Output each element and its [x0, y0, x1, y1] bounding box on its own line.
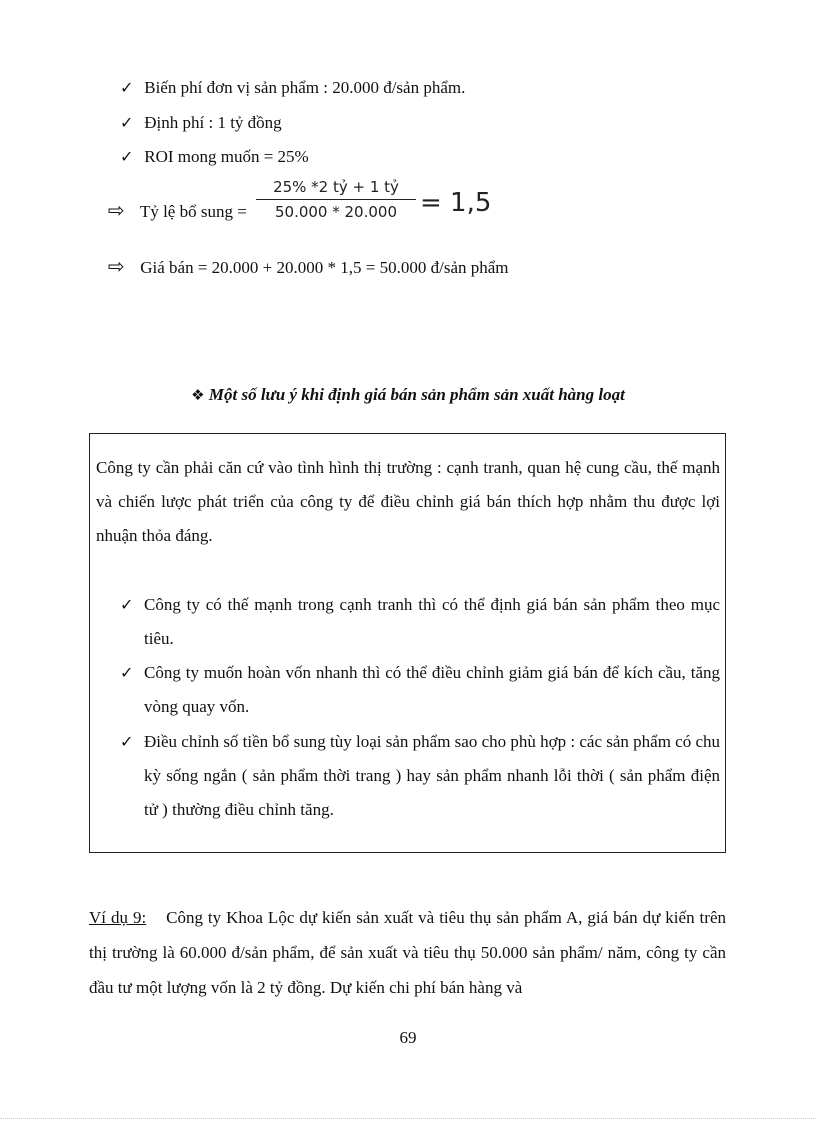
list-item	[120, 725, 720, 827]
check-icon: ✓	[120, 595, 134, 614]
list-item-text: Công ty có thế mạnh trong cạnh tranh thì có thể định giá bán sản phẩm theo mục tiêu.	[144, 595, 720, 648]
ratio-line	[108, 198, 247, 222]
ratio-label: Tỷ lệ bổ sung =	[139, 202, 247, 221]
ratio-fraction	[256, 178, 416, 221]
box-paragraph: Công ty cần phải căn cứ vào tình hình thị trường : cạnh tranh, quan hệ cung cầu, thế mạnh và chiến lược phát triển của công ty để điều chỉnh giá bán thích hợp nhằm thu được lợi nhuận thỏa đáng.	[96, 458, 720, 545]
list-item	[120, 588, 720, 656]
example-paragraph	[89, 900, 726, 1005]
list-item-text: Điều chỉnh số tiền bổ sung tùy loại sản phẩm sao cho phù hợp : các sản phẩm có chu kỳ sống ngắn ( sản phẩm thời trang ) hay sản phẩm nhanh lỗi thời ( sản phẩm điện tử ) thường điều chỉnh tăng.	[144, 732, 721, 819]
price-text: Giá bán = 20.000 + 20.000 * 1,5 = 50.000 đ/sản phẩm	[140, 258, 509, 277]
section-heading	[0, 385, 816, 405]
check-icon: ✓	[120, 78, 134, 97]
list-item-text: Định phí : 1 tỷ đồng	[144, 113, 282, 132]
check-icon: ✓	[120, 732, 134, 751]
right-arrow-icon: ⇨	[108, 254, 125, 278]
example-label: Ví dụ 9:	[89, 908, 147, 927]
heading-text: Một số lưu ý khi định giá bán sản phẩm sản xuất hàng loạt	[208, 385, 625, 404]
list-item-text: Công ty muốn hoàn vốn nhanh thì có thể điều chỉnh giảm giá bán để kích cầu, tăng vòng quay vốn.	[144, 663, 720, 716]
list-item	[120, 78, 465, 98]
example-text: Công ty Khoa Lộc dự kiến sản xuất và tiêu thụ sản phẩm A, giá bán dự kiến trên thị trường là 60.000 đ/sản phẩm, để sản xuất và tiêu thụ 50.000 sản phẩm/ năm, công ty cần đầu tư một lượng vốn là 2 tỷ đồng. Dự kiến chi phí bán hàng và	[89, 908, 726, 997]
right-arrow-icon: ⇨	[108, 198, 125, 222]
check-icon: ✓	[120, 113, 134, 132]
list-item	[120, 147, 309, 167]
price-line	[108, 254, 509, 278]
diamond-bullet-icon: ❖	[191, 386, 205, 404]
fraction-denominator: 50.000 * 20.000	[274, 203, 397, 221]
page-number: 69	[399, 1028, 417, 1047]
list-item-text: Biến phí đơn vị sản phẩm : 20.000 đ/sản phẩm.	[144, 78, 466, 97]
fraction-bar	[256, 199, 416, 200]
list-item-text: ROI mong muốn = 25%	[144, 147, 309, 166]
ratio-result: = 1,5	[420, 188, 492, 218]
page-bottom-divider	[0, 1118, 816, 1119]
list-item	[120, 656, 720, 724]
list-item	[120, 113, 282, 133]
check-icon: ✓	[120, 147, 134, 166]
check-icon: ✓	[120, 663, 134, 682]
fraction-numerator: 25% *2 tỷ + 1 tỷ	[273, 178, 399, 196]
